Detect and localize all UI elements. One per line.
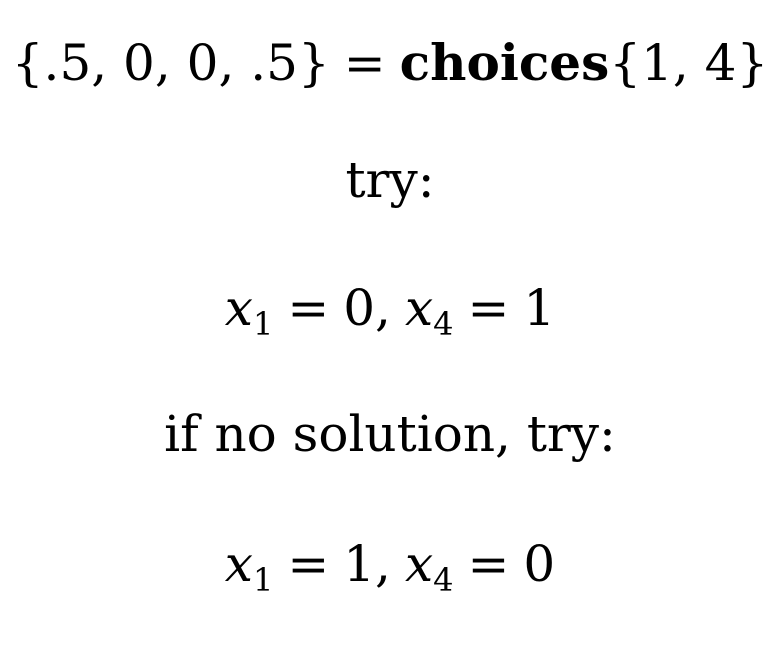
value-x1: 0, xyxy=(343,279,391,337)
choices-equation xyxy=(0,33,780,93)
choices-args: {1, 4} xyxy=(609,34,769,92)
choices-function: choices xyxy=(399,33,610,92)
equals-sign: = xyxy=(343,34,386,92)
value-x4: 1 xyxy=(523,279,556,337)
value-x4: 0 xyxy=(523,535,556,593)
first-assignment xyxy=(0,278,780,354)
value-x1: 1, xyxy=(343,535,391,593)
variable-x1: x xyxy=(224,279,253,337)
subscript-1: 1 xyxy=(252,305,274,343)
fallback-label: if no solution, try: xyxy=(164,405,616,463)
subscript-4: 4 xyxy=(433,305,454,343)
equals-sign: = xyxy=(467,535,510,593)
second-assignment xyxy=(0,534,780,610)
variable-x1: x xyxy=(224,535,253,593)
variable-x4: x xyxy=(404,535,434,593)
equals-sign: = xyxy=(287,535,330,593)
equals-sign: = xyxy=(467,279,510,337)
equals-sign: = xyxy=(287,279,330,337)
subscript-4: 4 xyxy=(433,561,454,599)
subscript-1: 1 xyxy=(252,561,274,599)
probability-set: {.5, 0, 0, .5} xyxy=(11,34,330,92)
try-label: try: xyxy=(345,151,435,209)
variable-x4: x xyxy=(404,279,434,337)
